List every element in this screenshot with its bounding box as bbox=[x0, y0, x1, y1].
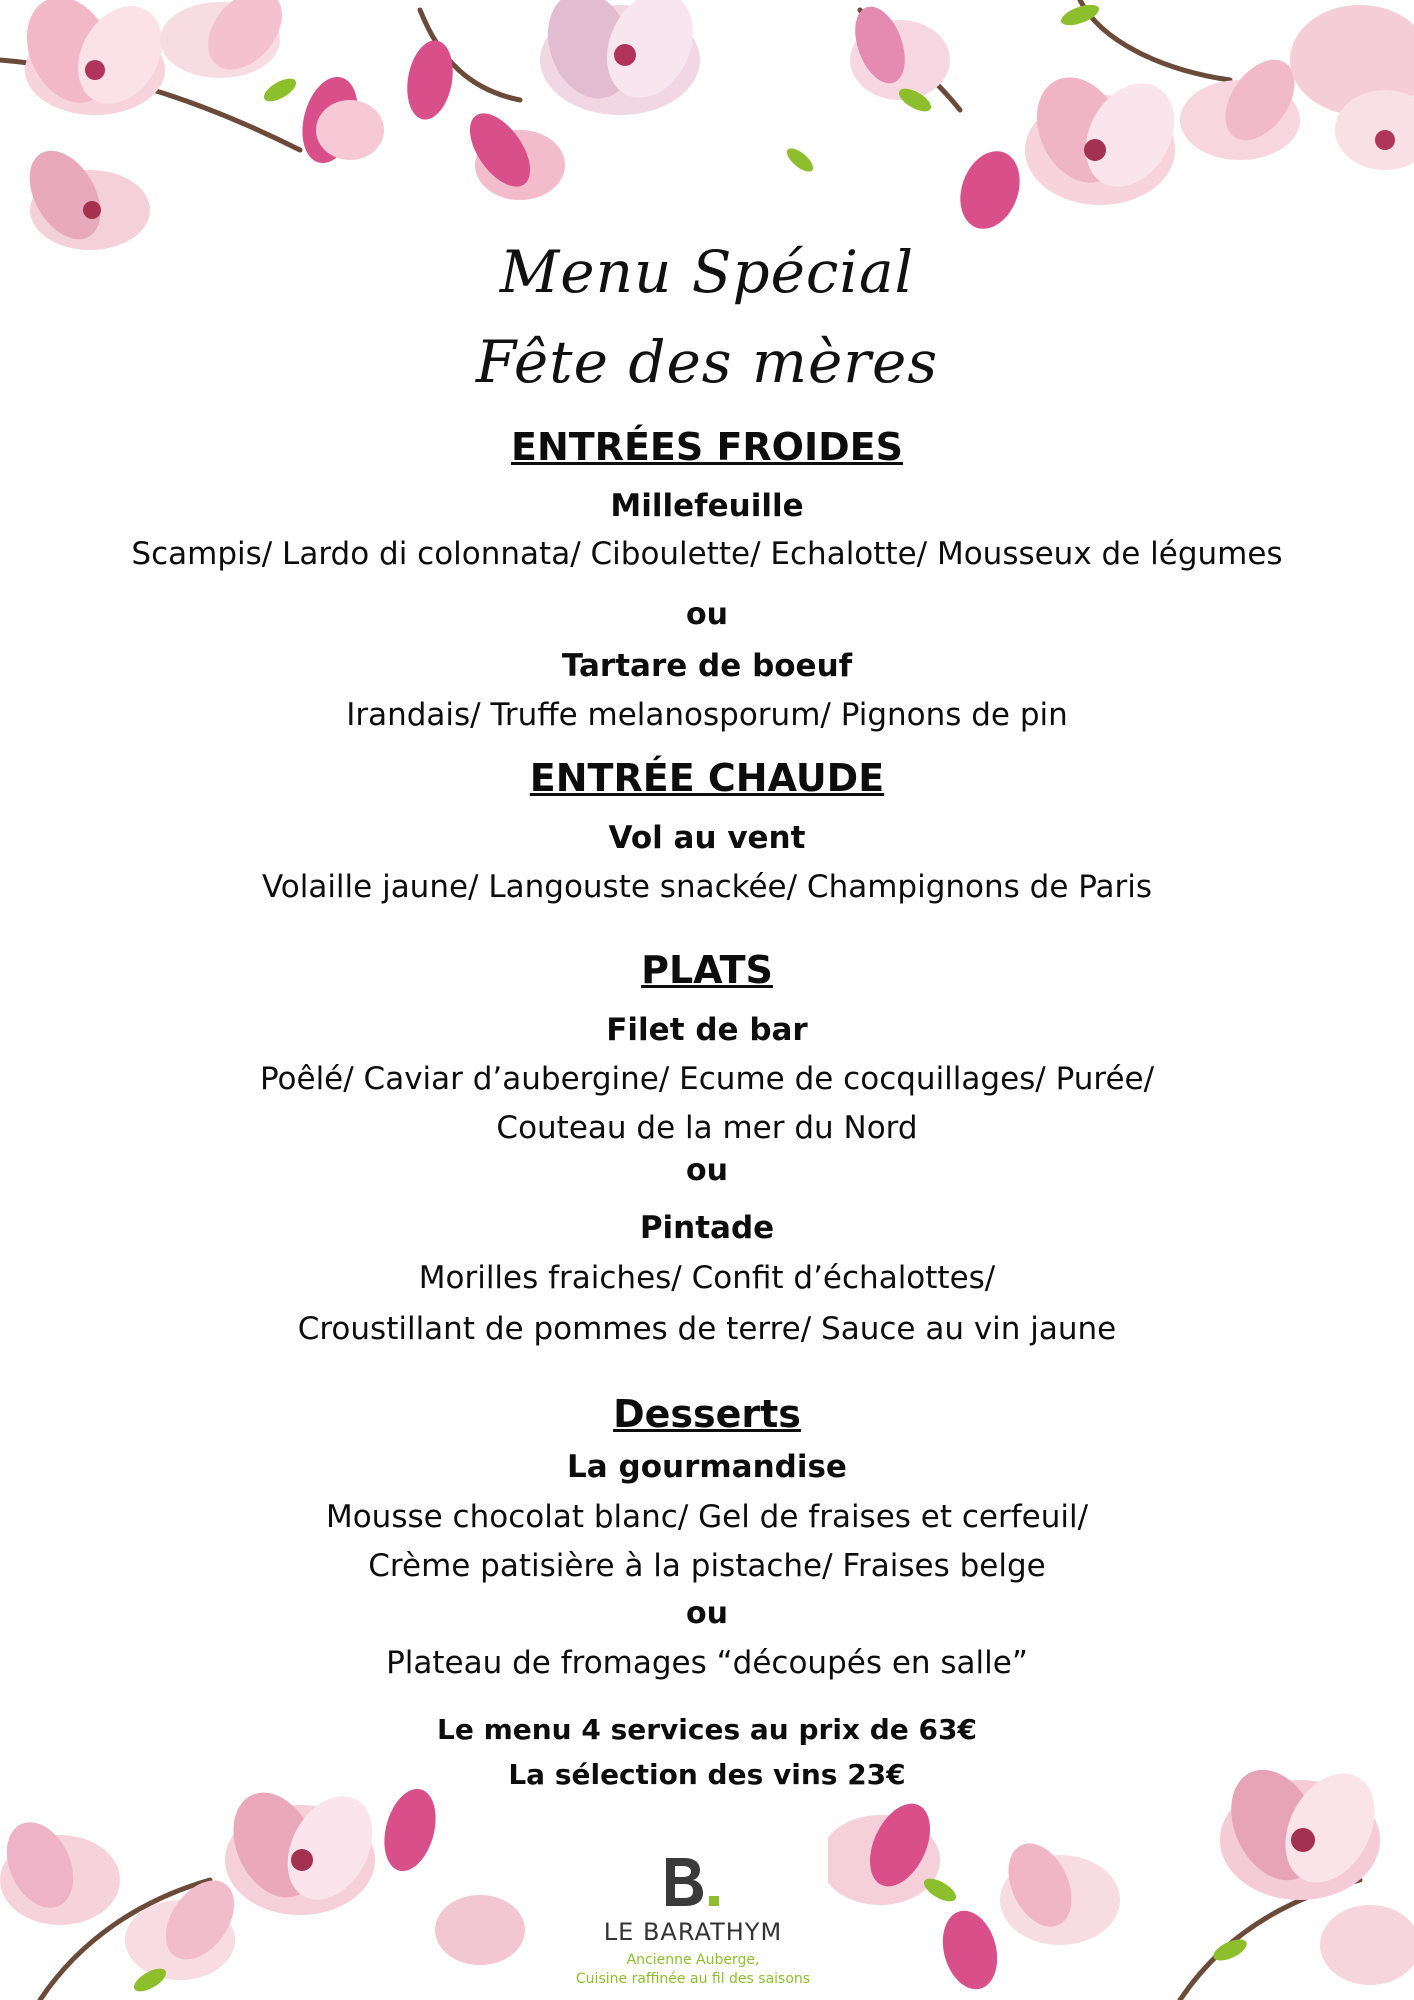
dish-description: Scampis/ Lardo di colonnata/ Ciboulette/ Echalotte/ Mousseux de légumes bbox=[131, 536, 1283, 572]
section-heading-desserts: Desserts bbox=[613, 1392, 801, 1436]
menu-subtitle: Fête des mères bbox=[475, 328, 939, 396]
magnolia-flower-icon bbox=[217, 1779, 389, 1915]
dish-description: Poêlé/ Caviar d’aubergine/ Ecume de cocquillages/ Purée/ bbox=[259, 1061, 1155, 1097]
menu-title: Menu Spécial bbox=[499, 238, 915, 306]
wine-price: La sélection des vins 23€ bbox=[508, 1758, 906, 1791]
dish-description: Couteau de la mer du Nord bbox=[496, 1110, 918, 1146]
or-separator: ou bbox=[686, 1596, 728, 1631]
logo-b-mark-icon bbox=[662, 1856, 724, 1908]
dish-description: Crème patisière à la pistache/ Fraises belge bbox=[368, 1548, 1046, 1584]
dish-name: Vol au vent bbox=[608, 820, 806, 856]
dish-name: Filet de bar bbox=[606, 1012, 808, 1048]
dish-description: Irandais/ Truffe melanosporum/ Pignons de pin bbox=[346, 697, 1068, 733]
dish-description: Plateau de fromages “découpés en salle” bbox=[386, 1645, 1028, 1681]
dish-description: Morilles fraiches/ Confit d’échalottes/ bbox=[418, 1260, 996, 1296]
section-heading-plats: PLATS bbox=[641, 948, 773, 992]
restaurant-logo bbox=[558, 1826, 828, 2000]
logo-name: LE BARATHYM bbox=[603, 1918, 783, 1946]
dish-name: Pintade bbox=[639, 1210, 775, 1246]
logo-tagline: Ancienne Auberge, bbox=[626, 1952, 760, 1968]
or-separator: ou bbox=[686, 597, 728, 632]
or-separator: ou bbox=[686, 1153, 728, 1188]
section-heading-entrees-froides: ENTRÉES FROIDES bbox=[511, 425, 903, 469]
dish-name: La gourmandise bbox=[567, 1449, 847, 1485]
top-flower-decoration bbox=[0, 0, 1414, 260]
dish-description: Croustillant de pommes de terre/ Sauce au vin jaune bbox=[297, 1311, 1117, 1347]
section-heading-entree-chaude: ENTRÉE CHAUDE bbox=[529, 756, 885, 800]
dish-name: Millefeuille bbox=[610, 488, 804, 524]
menu-price: Le menu 4 services au prix de 63€ bbox=[437, 1713, 977, 1746]
dish-description: Mousse chocolat blanc/ Gel de fraises et cerfeuil/ bbox=[325, 1499, 1089, 1535]
dish-description: Volaille jaune/ Langouste snackée/ Champignons de Paris bbox=[261, 869, 1153, 905]
magnolia-flower-icon bbox=[11, 0, 179, 119]
dish-name: Tartare de boeuf bbox=[561, 648, 853, 684]
logo-tagline: Cuisine raffinée au fil des saisons bbox=[575, 1971, 811, 1987]
